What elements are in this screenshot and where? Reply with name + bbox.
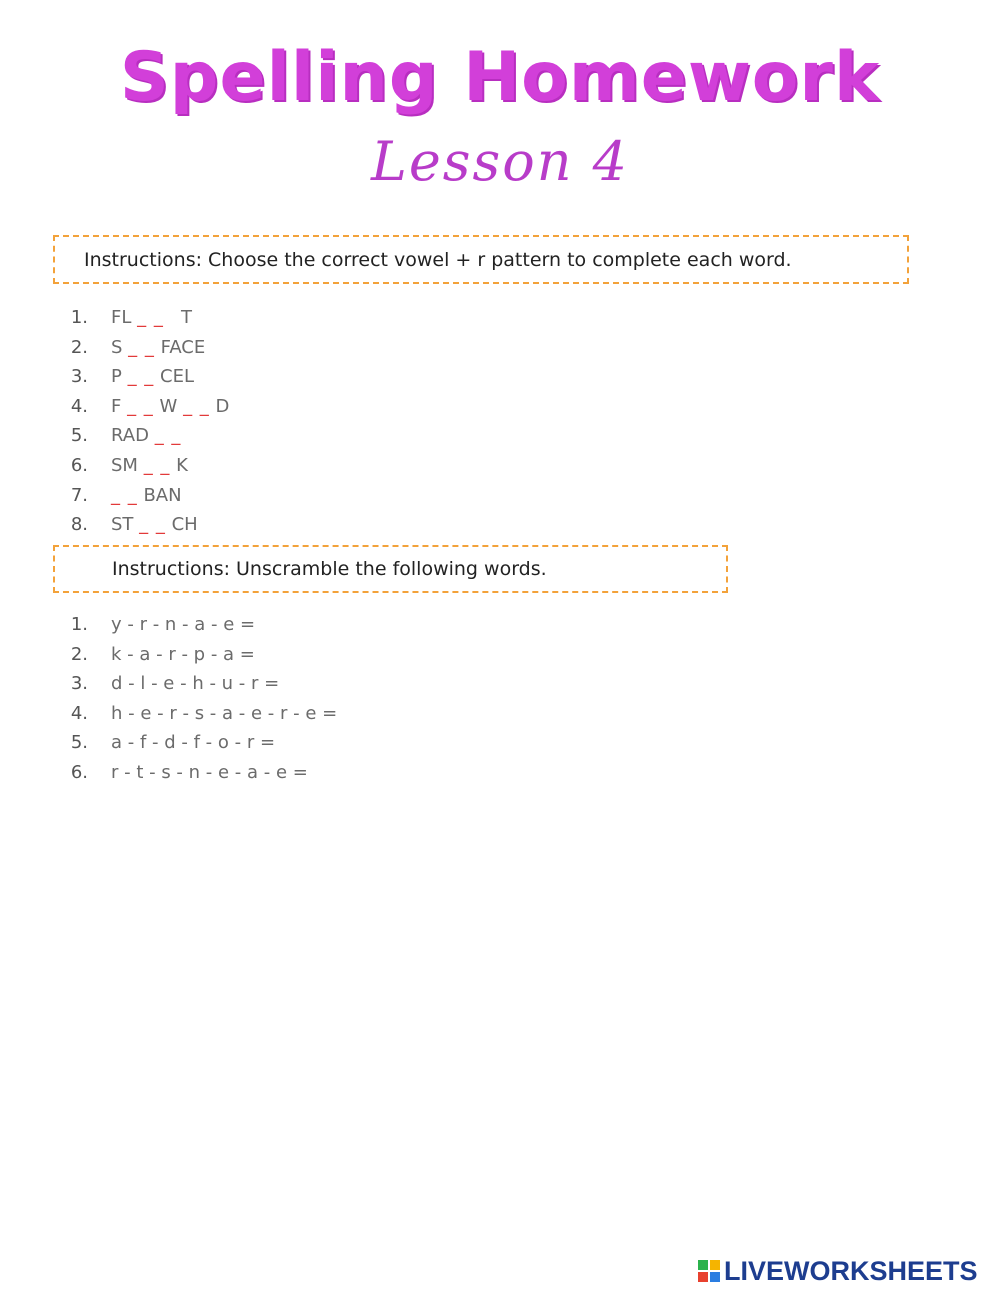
scrambled-word: a - f - d - f - o - r = — [111, 732, 276, 754]
item-number: 2. — [70, 336, 88, 358]
answer-blank[interactable]: _ _ — [128, 336, 155, 358]
item-number: 8. — [70, 514, 88, 536]
item-number: 4. — [70, 702, 88, 724]
logo-square — [710, 1272, 720, 1282]
liveworksheets-logo — [698, 1255, 978, 1287]
word-part: RAD — [111, 425, 155, 447]
answer-blank[interactable]: _ _ — [127, 395, 154, 417]
logo-text: LIVEWORKSHEETS — [724, 1255, 978, 1286]
word-part: T — [163, 307, 193, 328]
instructions-text-2: Instructions: Unscramble the following words. — [112, 558, 547, 580]
answer-blank[interactable]: _ _ — [143, 454, 171, 476]
word-part: P — [111, 366, 128, 388]
instructions-text-1: Instructions: Choose the correct vowel + r pattern to complete each word. — [84, 248, 792, 271]
item-number: 6. — [70, 761, 88, 783]
item-number: 3. — [70, 366, 88, 388]
word-part: D — [209, 395, 230, 417]
item-number: 2. — [70, 643, 88, 665]
word-part: FL — [111, 307, 138, 328]
item-number: 1. — [70, 614, 88, 635]
logo-square — [710, 1260, 720, 1270]
liveworksheets-logo-icon — [698, 1260, 720, 1282]
item-number: 7. — [70, 484, 88, 506]
word-part: CH — [165, 514, 198, 536]
scrambled-word: d - l - e - h - u - r = — [111, 673, 280, 695]
answer-blank[interactable]: _ _ — [111, 484, 138, 506]
instructions-box-2 — [53, 545, 728, 593]
scrambled-word: h - e - r - s - a - e - r - e = — [111, 702, 338, 724]
answer-blank[interactable]: _ _ — [137, 307, 164, 328]
item-number: 6. — [70, 454, 88, 476]
word-part: S — [111, 336, 129, 358]
instructions-box-1 — [53, 235, 909, 284]
item-number: 1. — [70, 307, 88, 328]
answer-blank[interactable]: _ _ — [139, 514, 166, 536]
word-part: FACE — [154, 336, 206, 358]
logo-square — [698, 1272, 708, 1282]
scrambled-word: k - a - r - p - a = — [111, 643, 255, 665]
word-part: W — [153, 395, 184, 417]
word-part: K — [170, 454, 188, 476]
scrambled-word: y - r - n - a - e = — [111, 614, 256, 635]
item-number: 3. — [70, 673, 88, 695]
word-part: SM — [111, 454, 144, 476]
word-part: CEL — [154, 366, 195, 388]
answer-blank[interactable]: _ _ — [183, 395, 210, 417]
item-number: 5. — [70, 732, 88, 754]
answer-blank[interactable]: _ _ — [154, 425, 182, 447]
item-number: 4. — [70, 395, 88, 417]
answer-blank[interactable]: _ _ — [127, 366, 155, 388]
page-title: Spelling Homework — [119, 38, 881, 117]
word-part: ST — [111, 514, 140, 536]
word-part: BAN — [137, 484, 182, 506]
page-subtitle: Lesson 4 — [370, 130, 630, 193]
item-number: 5. — [70, 425, 88, 447]
scrambled-word: r - t - s - n - e - a - e = — [111, 761, 308, 783]
word-part: F — [111, 395, 128, 417]
logo-square — [698, 1260, 708, 1270]
